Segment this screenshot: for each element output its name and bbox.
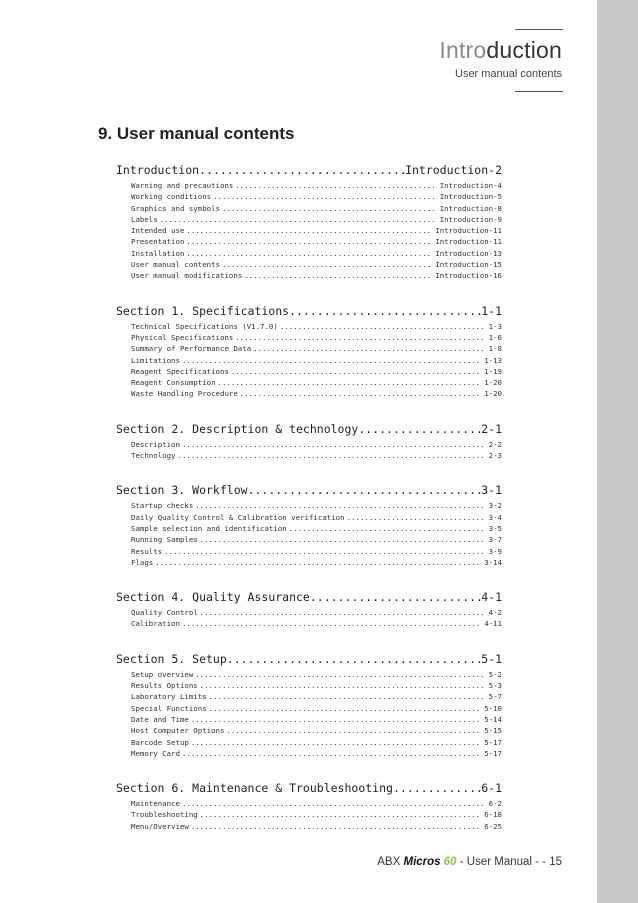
- toc-leader-dots: [195, 669, 485, 680]
- toc-item-page: 6-2: [488, 799, 502, 809]
- toc-item-label: Results Options: [131, 681, 198, 691]
- toc-item-page: 6-18: [484, 810, 502, 820]
- toc-item-label: Daily Quality Control & Calibration verification: [131, 512, 345, 522]
- toc-leader-dots: [358, 419, 481, 439]
- toc-item-label: Working conditions: [131, 192, 212, 202]
- toc-leader-dots: [182, 748, 481, 759]
- toc-leader-dots: [393, 778, 481, 798]
- toc-item-page: 3-14: [484, 557, 502, 567]
- toc-item-page: 1-19: [484, 366, 502, 376]
- toc-leader-dots: [240, 388, 481, 399]
- toc-section-page: 4-1: [481, 590, 502, 605]
- toc-item-label: Description: [131, 439, 180, 449]
- toc-item-label: Reagent Specifications: [131, 366, 229, 376]
- header-rule-top: [515, 29, 563, 30]
- toc-item[interactable]: [116, 270, 502, 281]
- toc-item-page: 2-3: [488, 451, 502, 461]
- footer-brand-micros: Micros: [403, 856, 444, 868]
- toc-item-label: User manual contents: [131, 260, 220, 270]
- toc-item-label: Setup overview: [131, 669, 194, 679]
- toc-item-page: 5-10: [484, 703, 502, 713]
- toc-section-heading[interactable]: [116, 778, 502, 798]
- toc-item[interactable]: [116, 248, 502, 259]
- toc-item[interactable]: [116, 714, 502, 725]
- toc-item-label: Waste Handling Procedure: [131, 389, 238, 399]
- toc-item[interactable]: [116, 737, 502, 748]
- toc-item-page: 3-5: [488, 523, 502, 533]
- header-subtitle: User manual contents: [455, 68, 562, 80]
- toc-section-heading[interactable]: [116, 301, 502, 321]
- page-title: 9. User manual contents: [98, 124, 295, 143]
- toc-item-label: Menu/Overview: [131, 821, 189, 831]
- toc-item[interactable]: [116, 180, 502, 191]
- toc-leader-dots: [200, 680, 486, 691]
- toc-section-heading[interactable]: [116, 160, 502, 180]
- toc-section-page: 1-1: [481, 303, 502, 318]
- toc-section-label: Introduction: [116, 163, 200, 177]
- toc-item-label: Calibration: [131, 619, 180, 629]
- toc-item-label: Graphics and symbols: [131, 203, 220, 213]
- toc-item-page: Introduction-5: [439, 192, 502, 202]
- toc-leader-dots: [182, 439, 486, 450]
- toc-item[interactable]: [116, 366, 502, 377]
- toc-leader-dots: [186, 225, 432, 236]
- toc-item[interactable]: [116, 798, 502, 809]
- toc-item-label: Physical Specifications: [131, 332, 234, 342]
- toc-leader-dots: [200, 809, 481, 820]
- toc-section-heading[interactable]: [116, 480, 502, 500]
- toc-item-page: 3-4: [488, 512, 502, 522]
- toc-item-page: 1-6: [488, 332, 502, 342]
- toc-item[interactable]: [116, 377, 502, 388]
- toc-item[interactable]: [116, 809, 502, 820]
- toc-item-label: User manual modifications: [131, 271, 243, 281]
- toc-section: [116, 160, 502, 282]
- toc-leader-dots: [347, 512, 486, 523]
- toc-item-page: 5-2: [488, 669, 502, 679]
- toc-item-label: Installation: [131, 248, 185, 258]
- toc-item-page: Introduction-13: [435, 248, 502, 258]
- toc-item-label: Limitations: [131, 355, 180, 365]
- toc-section-page: 6-1: [481, 781, 502, 796]
- toc-item[interactable]: [116, 618, 502, 629]
- toc-leader-dots: [182, 798, 486, 809]
- toc-leader-dots: [195, 500, 485, 511]
- toc-leader-dots: [186, 248, 432, 259]
- toc-leader-dots: [155, 557, 481, 568]
- toc-item[interactable]: [116, 450, 502, 461]
- toc-leader-dots: [209, 703, 482, 714]
- toc-item-page: Introduction-15: [435, 260, 502, 270]
- footer: [377, 856, 562, 868]
- toc-item-page: Introduction-11: [435, 226, 502, 236]
- toc-section: [116, 419, 502, 462]
- toc-item[interactable]: [116, 546, 502, 557]
- toc-item[interactable]: [116, 534, 502, 545]
- toc-leader-dots: [213, 191, 437, 202]
- toc-leader-dots: [235, 180, 436, 191]
- toc-leader-dots: [191, 821, 481, 832]
- toc-item[interactable]: [116, 321, 502, 332]
- toc-section-heading[interactable]: [116, 419, 502, 439]
- toc-item[interactable]: [116, 214, 502, 225]
- toc-item-label: Troubleshooting: [131, 810, 198, 820]
- toc-item-label: Flags: [131, 557, 154, 567]
- toc-leader-dots: [191, 714, 481, 725]
- toc-item-label: Labels: [131, 214, 158, 224]
- toc-section-label: Section 6. Maintenance & Troubleshooting: [116, 781, 393, 796]
- toc-item[interactable]: [116, 439, 502, 450]
- toc-leader-dots: [231, 366, 481, 377]
- side-bar: [597, 0, 638, 903]
- toc-item[interactable]: [116, 523, 502, 534]
- toc-section-label: Section 4. Quality Assurance: [116, 590, 310, 605]
- toc-leader-dots: [200, 607, 486, 618]
- toc-leader-dots: [310, 587, 481, 607]
- toc-section: [116, 649, 502, 759]
- toc-item[interactable]: [116, 669, 502, 680]
- toc-item-label: Host Computer Options: [131, 726, 225, 736]
- toc-leader-dots: [222, 203, 437, 214]
- footer-page-text: - User Manual - - 15: [456, 856, 562, 868]
- footer-brand-60: 60: [443, 856, 457, 868]
- toc-leader-dots: [280, 321, 486, 332]
- toc-item-label: Date and Time: [131, 714, 189, 724]
- toc-item-label: Special Functions: [131, 703, 207, 713]
- toc-item-label: Laboratory Limits: [131, 692, 207, 702]
- toc-item-page: 3-7: [488, 535, 502, 545]
- toc-leader-dots: [289, 523, 486, 534]
- toc-item-page: 5-15: [484, 726, 502, 736]
- header-title: [439, 36, 562, 64]
- toc-item[interactable]: [116, 343, 502, 354]
- toc-item-label: Summary of Performance Data: [131, 344, 252, 354]
- toc-item-page: Introduction-11: [435, 237, 502, 247]
- toc-section-page: 2-1: [481, 421, 502, 436]
- toc-leader-dots: [222, 259, 432, 270]
- toc-leader-dots: [248, 480, 482, 500]
- toc-section-heading[interactable]: [116, 649, 502, 669]
- toc-leader-dots: [186, 236, 432, 247]
- toc-leader-dots: [182, 618, 481, 629]
- toc-item-page: Introduction-9: [439, 214, 502, 224]
- toc-item-page: Introduction-4: [439, 181, 502, 190]
- toc-section: [116, 480, 502, 568]
- toc-section-page: 3-1: [481, 483, 502, 498]
- toc-item[interactable]: [116, 500, 502, 511]
- toc-item-page: 3-2: [488, 501, 502, 511]
- toc-item[interactable]: [116, 691, 502, 702]
- toc-item-page: 4-2: [488, 608, 502, 618]
- header-title-dark: duction: [486, 37, 562, 63]
- toc-leader-dots: [227, 649, 481, 669]
- toc-item-label: Results: [131, 546, 163, 556]
- toc-leader-dots: [209, 691, 486, 702]
- toc-item[interactable]: [116, 512, 502, 523]
- toc-item-label: Sample selection and identification: [131, 523, 287, 533]
- toc-item[interactable]: [116, 821, 502, 832]
- toc-item-page: 5-17: [484, 737, 502, 747]
- toc-item-page: 5-7: [488, 692, 502, 702]
- toc-leader-dots: [244, 270, 432, 281]
- toc-item-label: Startup checks: [131, 501, 194, 511]
- toc-item-page: 2-2: [488, 439, 502, 449]
- toc-item-label: Memory Card: [131, 748, 180, 758]
- toc-section-label: Section 5. Setup: [116, 651, 227, 666]
- toc-item[interactable]: [116, 725, 502, 736]
- toc-item[interactable]: [116, 607, 502, 618]
- toc-item-label: Intended use: [131, 226, 185, 236]
- toc-leader-dots: [226, 725, 481, 736]
- table-of-contents: [116, 160, 502, 851]
- toc-item-label: Maintenance: [131, 799, 180, 809]
- toc-item[interactable]: [116, 557, 502, 568]
- toc-item[interactable]: [116, 703, 502, 714]
- toc-leader-dots: [199, 160, 405, 180]
- toc-section: [116, 587, 502, 630]
- toc-leader-dots: [178, 450, 486, 461]
- toc-leader-dots: [164, 546, 485, 557]
- toc-item[interactable]: [116, 203, 502, 214]
- toc-item-page: Introduction-16: [435, 271, 502, 281]
- header-title-light: Intro: [439, 37, 487, 63]
- toc-item[interactable]: [116, 236, 502, 247]
- toc-section-label: Section 3. Workflow: [116, 483, 248, 498]
- toc-leader-dots: [218, 377, 482, 388]
- toc-item-page: 1-20: [484, 389, 502, 399]
- toc-leader-dots: [235, 332, 485, 343]
- toc-item-page: 1-20: [484, 378, 502, 388]
- toc-leader-dots: [182, 355, 481, 366]
- toc-item[interactable]: [116, 388, 502, 399]
- toc-item-label: Presentation: [131, 237, 185, 247]
- toc-section-page: Introduction-2: [405, 163, 502, 177]
- toc-item-page: Introduction-8: [439, 203, 502, 213]
- toc-leader-dots: [160, 214, 437, 225]
- toc-item-page: 1-3: [488, 321, 502, 331]
- toc-item[interactable]: [116, 355, 502, 366]
- toc-section-heading[interactable]: [116, 587, 502, 607]
- toc-item-label: Technical Specifications (V1.7.0): [131, 321, 278, 331]
- toc-item-page: 1-8: [488, 344, 502, 354]
- toc-item-page: 5-17: [484, 748, 502, 758]
- header-rule-bottom: [515, 91, 563, 92]
- toc-item[interactable]: [116, 332, 502, 343]
- toc-item-page: 5-14: [484, 714, 502, 724]
- toc-item-page: 1-13: [484, 355, 502, 365]
- toc-leader-dots: [191, 737, 481, 748]
- toc-item-page: 5-3: [488, 681, 502, 691]
- toc-leader-dots: [289, 301, 481, 321]
- toc-section: [116, 778, 502, 832]
- toc-section-label: Section 2. Description & technology: [116, 421, 359, 436]
- toc-item[interactable]: [116, 259, 502, 270]
- toc-item[interactable]: [116, 748, 502, 759]
- toc-item[interactable]: [116, 680, 502, 691]
- toc-item-page: 3-9: [488, 546, 502, 556]
- toc-item-page: 4-11: [484, 619, 502, 629]
- toc-item[interactable]: [116, 225, 502, 236]
- toc-item-label: Barcode Setup: [131, 737, 189, 747]
- toc-item-label: Quality Control: [131, 608, 198, 618]
- toc-item[interactable]: [116, 191, 502, 202]
- toc-section-label: Section 1. Specifications: [116, 303, 290, 318]
- toc-item-label: Warning and precautions: [131, 181, 234, 190]
- toc-item-label: Reagent Consumption: [131, 378, 216, 388]
- toc-section-page: 5-1: [481, 651, 502, 666]
- toc-leader-dots: [253, 343, 486, 354]
- toc-item-label: Running Samples: [131, 535, 198, 545]
- footer-brand-abx: ABX: [377, 856, 404, 868]
- toc-section: [116, 301, 502, 400]
- toc-item-label: Technology: [131, 451, 176, 461]
- toc-item-page: 6-25: [484, 821, 502, 831]
- toc-leader-dots: [200, 534, 486, 545]
